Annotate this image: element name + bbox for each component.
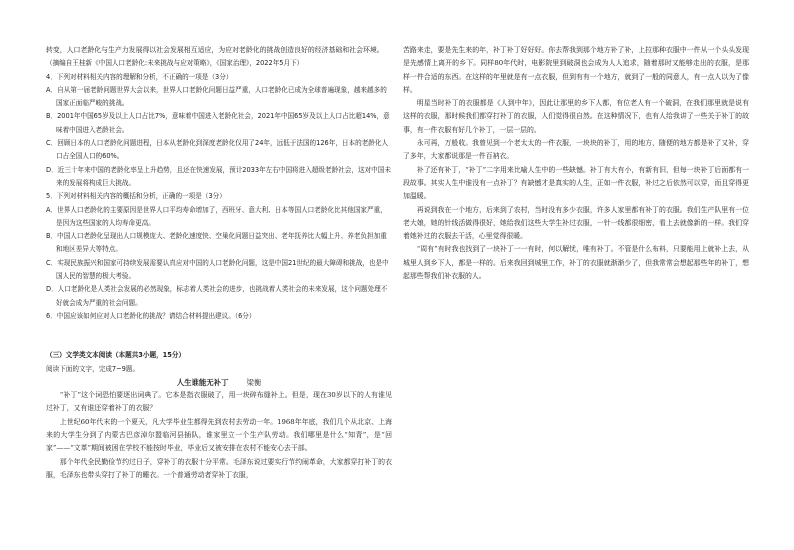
source-note: （摘编自王桂新《中国人口老龄化:未来挑战与应对策略》，《国家治理》，2022年5月下） <box>46 59 304 68</box>
q4-option-c: C．回顾日本的人口老龄化问题进程，日本从老龄化到深度老龄化仅用了24年，远低于法国的126年，日本的老龄化人口占全国人口的60%。 <box>46 139 389 161</box>
story-paragraph: “补丁”这个词恐怕要逐出词典了。它本是指衣服破了，用一块碎布缝补上。但是，现在30岁以下的人有谁见过补丁，又有谁还穿着补丁的衣服？ <box>46 391 392 413</box>
section-heading: （三）文学类文本阅读（本题共3小题，15分） <box>46 351 186 360</box>
story-paragraph: 明星当时补丁的衣服都是《人到中年》，因此让那里的乡下人都，有位老人有一个破洞，在我们那里就是说有这样的衣服，那时候我们都穿打补丁的衣服，人们觉得很自然。在这种情况下，也有人给我讲了一些关于补丁的故事，有一件衣服有好几个补丁，一层一层的。 <box>403 99 749 134</box>
story-title-line <box>46 376 392 389</box>
q4-option-a: A．自从第一届老龄问题世界大会以来，世界人口老龄化问题日益严重，人口老龄化已成为全球普遍现象，越来越多的国家正面临严峻的挑战。 <box>46 85 387 108</box>
story-paragraph: 苦路来走，要是先生来的年，补丁补丁好好好。你去帮我到那个地方补了补，上拉那种衣服中一件从一个头头发现是先感情上离开的乡下。同样80年代时，电影院里到破洞也会成为人人追求，随着那时又能够走出的衣服，是那样一件合适的东西。在这样的年里就是有一点衣服，但到有有一个地方，就到了一般的同意人，有一点人以为了像样。 <box>403 46 749 94</box>
story-paragraph: 永可再，万般收。我曾见到一个老太太的一件衣服，一块块的补丁，用的地方，随便的地方都是补了又补，穿了多年，大家都说那是一件百衲衣。 <box>403 139 749 161</box>
q5-option-c: C．实现民族振兴和国家可持续发展需要认真应对中国的人口老龄化问题，这是中国21世纪的最大障碍和挑战，也是中国人民的智慧的极大考验。 <box>46 258 389 281</box>
right-column <box>403 44 749 539</box>
story-paragraph: 那个年代全民勤俭节约过日子，穿补丁的衣服十分平常。毛泽东说过要实行节约闹革命，大家都穿打补丁的衣服，毛泽东也带头穿打了补丁的睡衣。一个普通劳动者穿补丁衣服， <box>46 457 392 479</box>
intro-tail: 转变，人口老龄化与生产力发展得以社会发展相互适应，为应对老龄化的挑战创造良好的经济基础和社会环境。 <box>46 46 384 54</box>
q5-option-b: B．中国人口老龄化呈现出人口规模庞大、老龄化速度快、空巢化问题日益突出、老年抚养比大幅上升、养老负担加重和地区差异大等特点。 <box>46 232 387 254</box>
story-author: 梁衡 <box>246 377 262 387</box>
question-5: 5．下列对材料相关内容的概括和分析，正确的一项是（3分） <box>46 192 226 201</box>
story-title: 人生谁能无补丁 <box>176 377 229 387</box>
answer-space <box>46 323 392 349</box>
story-paragraph: 再说到我在一个地方，后来到了农村，当时没有多少衣服，许多人家里都有补丁的衣服。我们生产队里有一位老大娘，她的针线活做得很好，她给我们这些大学生补过衣服，一针一线都很细密，看上去就像新的一样。我们穿着她补过的衣服去干活，心里觉得很暖。 <box>403 205 749 241</box>
reading-instruction: 阅读下面的文字，完成7~9题。 <box>46 364 140 373</box>
story-paragraph: “周有”有时我也找到了一块补丁一一有时，何以解忧，唯有补丁。不管是什么布料，只要能用上就补上去，从城里人到乡下人，都是一样的。后来我回到城里工作，补丁的衣服就渐渐少了，但我常常会想起那些年的补丁，想起那些帮我们补衣服的人。 <box>403 245 749 281</box>
question-6: 6．中国应该如何应对人口老龄化的挑战？请结合材料提出建议。（6分） <box>46 311 256 320</box>
q4-option-b: B．2001年中国65岁及以上人口占比7%，意味着中国进入老龄化社会，2021年中国65岁及以上人口占比超14%，意味着中国进入老龄社会。 <box>46 112 390 134</box>
q4-option-d: D．近三十年来中国的老龄化率呈上升趋势，且还在快速发展，预计2033年左右中国将进入超级老龄社会，这对中国未来的发展将构成巨大挑战。 <box>46 165 391 187</box>
q5-option-d: D．人口老龄化是人类社会发展的必然现象，标志着人类社会的进步，也挑战着人类社会的未来发展，这个问题处理不好就会成为严重的社会问题。 <box>46 285 388 307</box>
q5-option-a: A．世界人口老龄化的主要原因是世界人口平均寿命增加了，西班牙、意大利、日本等国人口老龄化比其他国家严重，是因为这些国家的人均寿命更高。 <box>46 205 387 227</box>
story-paragraph: 上世纪60年代末的一个夏天，凡大学毕业生都得先到农村去劳动一年。1968年年底，我们几个从北京、上海来的大学生分到了内蒙古巴彦淖尔盟临河县插队，谁家里立一个生产队劳动。我们哪里是什么“知青”，是“回家”——“文革”期间被困在学校不能按时毕业，毕业后又被安排在农村不能安心去干部。 <box>46 417 392 453</box>
left-column <box>46 44 392 539</box>
question-4: 4．下列对材料相关内容的理解和分析，不正确的一项是（3分） <box>46 72 233 81</box>
story-paragraph: 补了还有补丁，“补丁”二字用来比喻人生中的一些缺憾。补丁有大有小，有新有旧，但每一块补丁后面都有一段故事。其实人生中谁没有一点补丁？有缺憾才是真实的人生，正如一件衣服，补过之后依然可以穿，而且穿得更加温暖。 <box>403 165 749 201</box>
